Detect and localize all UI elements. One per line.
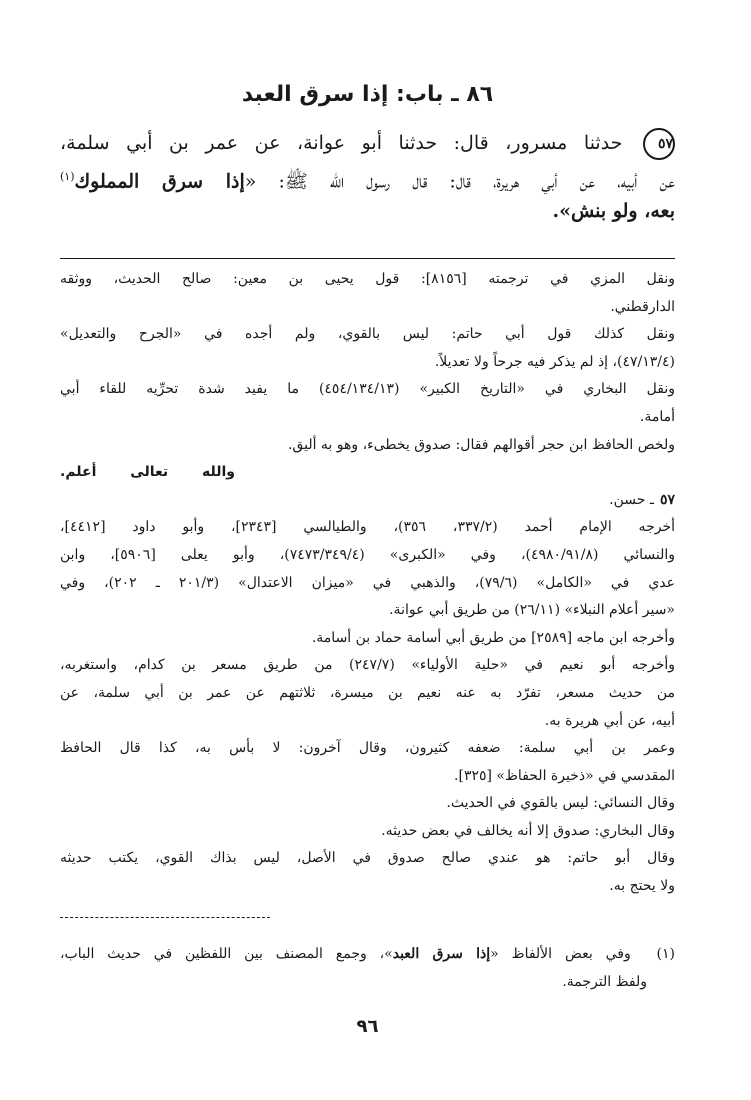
book-page [60, 0, 675, 1100]
takhrij-line: «سير أعلام النبلاء» (٢٦/١١) من طريق أبي عوانة. [389, 602, 675, 619]
footnote-line-1: (١) وفي بعض الألفاظ «إذا سرق العبد»، وجمع المصنف بين اللفظين في حديث الباب، [60, 946, 675, 962]
note-line: أمامة. [639, 408, 675, 425]
note-line: ونقل البخاري في «التاريخ الكبير» (٤٥٤/١٣٤/١٣) ما يفيد شدة تحرِّيه للقاء أبي [60, 381, 675, 398]
note-line: ونقل كذلك قول أبي حاتم: ليس بالقوي، ولم أجده في «الجرح والتعديل» [60, 326, 675, 343]
takhrij-line: وأخرجه ابن ماجه [٢٥٨٩] من طريق أبي أسامة حماد بن أسامة. [311, 629, 675, 646]
chapter-title: ٨٦ ـ باب: إذا سرق العبد [241, 82, 494, 107]
footnote [60, 940, 675, 996]
takhrij-line: عدي في «الكامل» (٧٩/٦)، والذهبي في «ميزان الاعتدال» (٢٠١/٣ ـ ٢٠٢)، وفي [60, 574, 675, 591]
page-number: ٩٦ [356, 1016, 379, 1037]
footnote-ref: (١) [60, 170, 75, 183]
takhrij-line: وأخرجه أبو نعيم في «حلية الأولياء» (٢٤٧/٧) من طريق مسعر بن كدام، واستغربه، [60, 657, 675, 674]
takhrij-line: المقدسي في «ذخيرة الحفاظ» [٣٢٥]. [454, 767, 675, 784]
note-line: ونقل المزي في ترجمته [٨١٥٦]: قول يحيى بن معين: صالح الحديث، ووثقه [60, 271, 675, 287]
grade-number: ٥٧ [659, 491, 675, 508]
note-line: (٤٧/١٣/٤)، إذ لم يذكر فيه جرحاً ولا تعديلاً. [434, 353, 675, 370]
hadith-line-3: بعه، ولو بنش». [552, 200, 675, 222]
hadith-line-1: ٥٧ حدثنا مسرور، قال: حدثنا أبو عوانة، عن عمر بن أبي سلمة، [60, 126, 675, 160]
footnote-line-2: ولفظ الترجمة. [562, 974, 647, 990]
takhrij-line: وقال أبو حاتم: هو عندي صالح صدوق في الأصل، ليس بذاك القوي، يكتب حديثه [60, 850, 675, 867]
takhrij-line: ولا يحتج به. [609, 878, 675, 895]
grade-text: ـ حسن. [609, 491, 654, 508]
takhrij-line: وقال النسائي: ليس بالقوي في الحديث. [446, 795, 675, 812]
hadith-grade [60, 487, 675, 515]
takhrij-line: من حديث مسعر، تفرّد به عنه نعيم بن ميسرة، ثلاثتهم عن عمر بن أبي سلمة، عن [60, 684, 675, 701]
takhrij-line: والنسائي (٤٩٨٠/٩١/٨)، وفي «الكبرى» (٧٤٧٣/٣٤٩/٤)، وأبو يعلى [٥٩٠٦]، وابن [60, 546, 675, 563]
separator-line [60, 258, 675, 259]
takhrij-line: وعمر بن أبي سلمة: ضعفه كثيرون، وقال آخرون: لا بأس به، كذا قال الحافظ [60, 740, 675, 757]
footnote-separator [60, 917, 270, 918]
takhrij-line: أبيه، عن أبي هريرة به. [544, 712, 675, 729]
hadith-line-2: عن أبيه، عن أبي هريرة، قال: قال رسول الله ﷺ: «إذا سرق المملوك$^{(١)}$ [60, 170, 675, 193]
takhrij-line: وقال البخاري: صدوق إلا أنه يخالف في بعض حديثه. [381, 822, 675, 839]
footnote-marker: (١) [656, 946, 675, 962]
hadith-matn-start: إذا سرق المملوك [74, 170, 245, 193]
commentary [60, 266, 675, 901]
takhrij-line: أخرجه الإمام أحمد (٣٣٧/٢، ٣٥٦)، والطيالسي [٢٣٤٣]، وأبو داود [٤٤١٢]، [60, 519, 675, 536]
note-line: ولخص الحافظ ابن حجر أقوالهم فقال: صدوق يخطىء، وهو به أليق. [287, 436, 675, 453]
hadith-number-badge: ٥٧ [643, 128, 675, 160]
note-line: الدارقطني. [610, 298, 675, 315]
hadith-text [60, 126, 675, 228]
closing-phrase: والله تعالى أعلم. [60, 464, 235, 481]
